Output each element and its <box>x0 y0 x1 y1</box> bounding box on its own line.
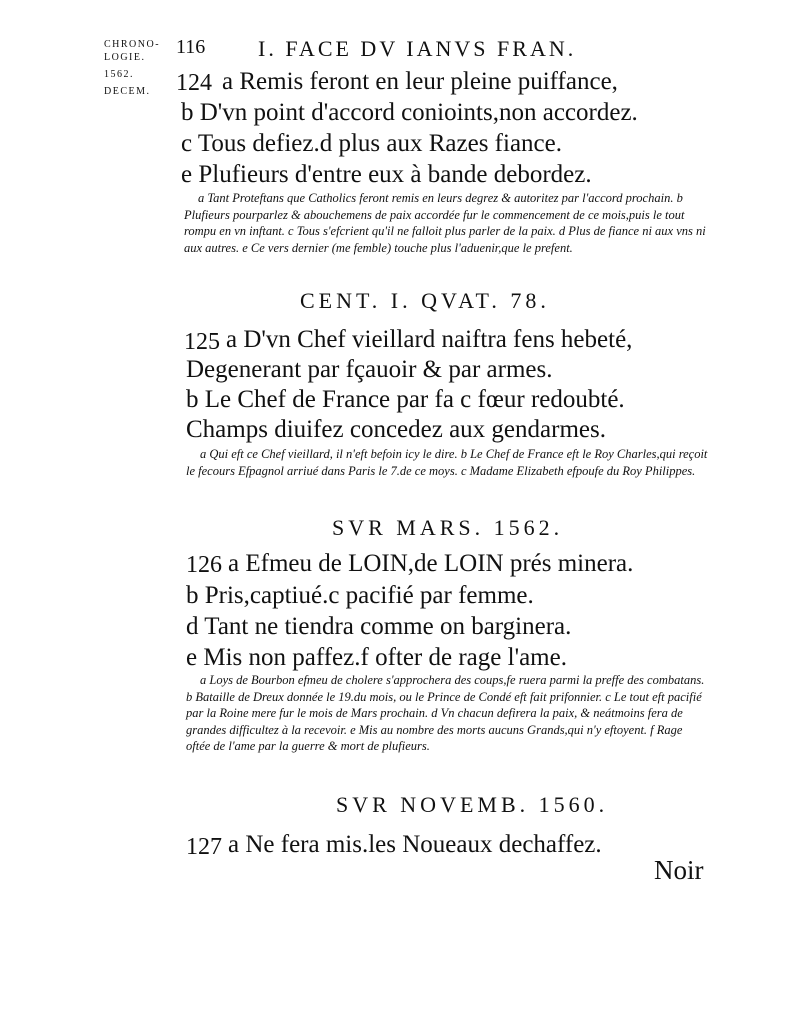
margin-note-line: LOGIE. <box>104 52 146 63</box>
page-number: 116 <box>176 36 206 58</box>
verse-line: c Tous defiez.d plus aux Razes fiance. <box>181 130 562 157</box>
verse-line: a Efmeu de LOIN,de LOIN prés minera. <box>228 550 634 577</box>
section-heading: SVR MARS. 1562. <box>332 515 564 540</box>
verse-line: a D'vn Chef vieillard naiftra fens hebeté, <box>226 326 633 353</box>
verse-line: b D'vn point d'accord conioints,non accordez. <box>181 99 638 126</box>
verse-line: b Le Chef de France par fa c fœur redoubté. <box>186 386 625 413</box>
quatrain-number: 125 <box>184 329 220 355</box>
verse-line: e Mis non paffez.f ofter de rage l'ame. <box>186 644 567 671</box>
margin-note-line: DECEM. <box>104 86 151 97</box>
commentary-note: a Tant Proteftans que Catholics feront remis en leurs degrez & autoritez par l'accord prochain. b Plufieurs pourparlez & abouchemens de paix accordée fur le commencement de ce mois,puis le tout rompu en vn inftant. c Tous s'efcrient qu'il ne falloit plus parler de la paix. d Plus de fiance ni aux vns ni aux autres. e Ce vers dernier (me femble) touche plus l'aduenir,que le prefent. <box>184 191 706 255</box>
verse-line: e Plufieurs d'entre eux à bande debordez. <box>181 161 592 188</box>
verse-line: a Ne fera mis.les Noueaux dechaffez. <box>228 831 602 858</box>
quatrain-number: 124 <box>176 70 212 96</box>
margin-note-line: CHRONO- <box>104 39 161 50</box>
catchword: Noir <box>654 855 704 885</box>
verse-line: b Pris,captiué.c pacifié par femme. <box>186 582 534 609</box>
commentary-note: a Qui eft ce Chef vieillard, il n'eft befoin icy le dire. b Le Chef de France eft le Roy Charles,qui reçoit le fecours Efpagnol arriué dans Paris le 7.de ce moys. c Madame Elizabeth efpoufe du Roy Philippes. <box>186 447 708 478</box>
verse-line: d Tant ne tiendra comme on barginera. <box>186 613 572 640</box>
verse-line: Degenerant par fçauoir & par armes. <box>186 356 553 383</box>
section-heading: SVR NOVEMB. 1560. <box>336 792 609 817</box>
margin-note <box>104 38 160 98</box>
section-heading: CENT. I. QVAT. 78. <box>300 288 550 313</box>
quatrain-number: 127 <box>186 834 222 860</box>
quatrain-number: 126 <box>186 552 222 578</box>
margin-note-line: 1562. <box>104 69 134 80</box>
verse-line: a Remis feront en leur pleine puiffance, <box>222 68 618 95</box>
running-title: I. FACE DV IANVS FRAN. <box>258 36 577 61</box>
commentary-note: a Loys de Bourbon efmeu de cholere s'approchera des coups,fe ruera parmi la preffe des combatans. b Bataille de Dreux donnée le 19.du mois, ou le Prince de Condé eft fait prifonnier. c Le tout eft pacifié par la Roine mere fur le mois de Mars prochain. d Vn chacun defirera la paix, & neátmoins fera de grandes difficultez à la recevoir. e Mis au nombre des morts aucuns Grands,qui n'y eftoyent. f Rage oftée de l'ame par la guerre & mort de plufieurs. <box>186 673 705 753</box>
verse-line: Champs diuifez concedez aux gendarmes. <box>186 416 606 443</box>
